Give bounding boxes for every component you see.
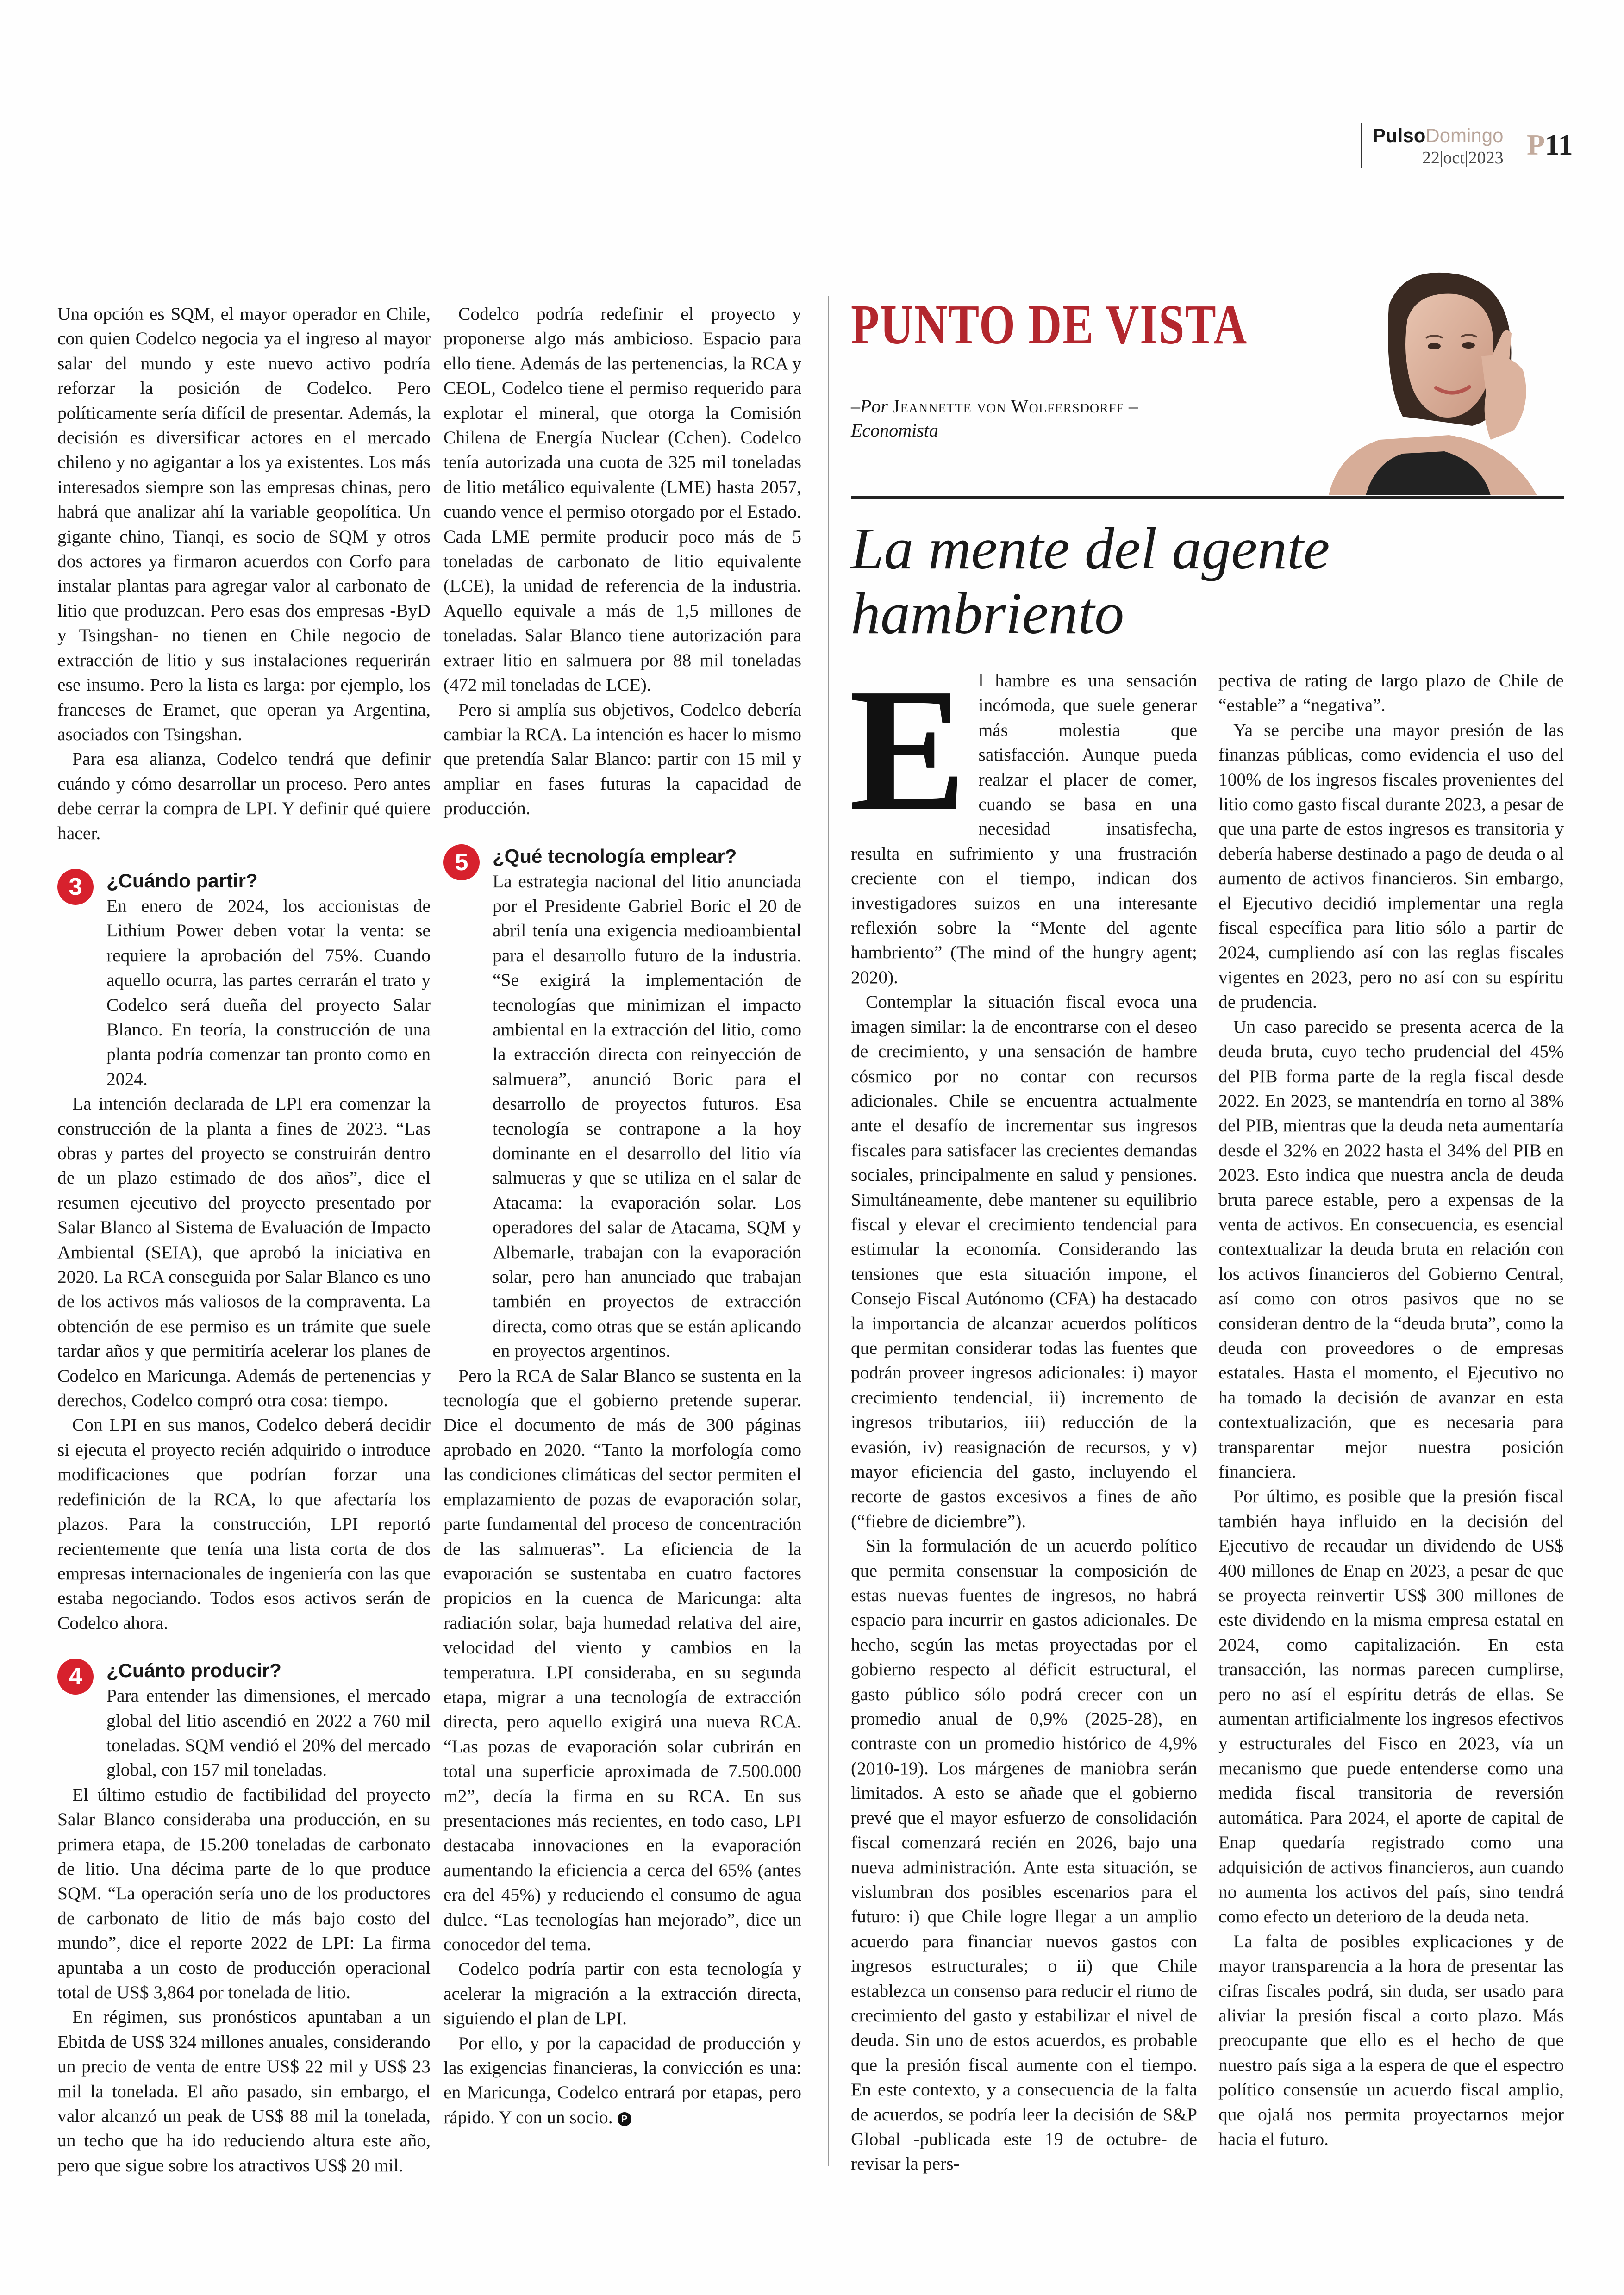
paragraph: Una opción es SQM, el mayor operador en Chile, con quien Codelco negocia ya el ingreso al mayor salar del mundo y este nuevo activo podría reforzar la posición de Codelco. Pero políticamente sería difícil de presentar. Además, la decisión es diversificar actores en el mercado chileno y no agigantar a los ya existentes. Los más interesados siempre son las empresas chinas, pero habrá que analizar ahí la variable geopolítica. Un gigante chino, Tianqi, es socio de SQM y otros dos actores ya firmaron acuerdos con Corfo para instalar plantas para agregar valor al carbonato de litio que produzcan. Pero esas dos empresas -ByD y Tsingshan- no tienen en Chile negocio de extracción de litio y sus instalaciones requerirán ese insumo. Pero la lista es larga: por ejemplo, los franceses de Eramet, que operan ya Argentina, asociados con Tsingshan.	[57, 304, 431, 744]
section-title: ¿Cuánto producir?	[106, 1659, 281, 1682]
paragraph: Pero la RCA de Salar Blanco se sustenta en la tecnología que el gobierno pretende superar. Dice el documento de más de 300 páginas aprobado en 2020. “Tanto la morfología como las condiciones climáticas del sector permiten el emplazamiento de pozas de evaporación solar, parte fundamental del proceso de concentración de las salmueras”. La eficiencia de la evaporación se sustentaba en cuatro factores propicios en la cuenca de Maricunga: alta radiación solar, baja humedad relativa del aire, velocidad del viento y cambios en la temperatura. LPI consideraba, en su segunda etapa, migrar a una tecnología de extracción directa, pero aquello exigirá una nueva RCA. “Las pozas de evaporación solar cubrirán en total una superficie aproximada de 7.500.000 m2”, decía la firma en su RCA. En sus presentaciones más recientes, en todo caso, LPI destacaba innovaciones en la evaporación aumentando la eficiencia a cerca del 65% (antes era del 45%) y reduciendo el consumo de agua dulce. “Las tecnologías han mejorado”, dice un conocedor del tema.	[443, 1365, 801, 1954]
drop-cap: E	[849, 652, 967, 847]
section-number-badge: 4	[57, 1659, 94, 1695]
section-5	[443, 843, 801, 1364]
author-role: Economista	[851, 420, 938, 441]
opinion-column-2	[1218, 668, 1564, 2152]
byline-prefix: –Por	[851, 396, 893, 417]
column-divider	[828, 296, 829, 2166]
brand-sub: Domingo	[1425, 125, 1504, 146]
page-number	[1527, 128, 1573, 162]
closing-paragraph-text: Por ello, y por la capacidad de producción y las exigencias financieras, la convicción es una: en Maricunga, Codelco entrará por etapas, pero rápido. Y con un socio.	[443, 2033, 801, 2127]
section-label: PUNTO DE VISTA	[851, 293, 1248, 356]
article-column-2	[443, 302, 801, 2130]
opinion-column-1	[849, 652, 1197, 2177]
author-photo	[1250, 264, 1565, 495]
section-number-badge: 3	[57, 869, 94, 905]
paragraph: Un caso parecido se presenta acerca de la deuda bruta, cuyo techo prudencial del 45% del PIB forma parte de la regla fiscal desde 2022. En 2023, se mantendría en torno al 38% del PIB, mientras que la deuda neta aumentaría desde el 32% en 2022 hasta el 34% del PIB en 2023. Esto indica que nuestra ancla de deuda bruta parece estable, pero a expensas de la venta de activos. En consecuencia, es esencial contextualizar la deuda bruta en relación con los activos financieros del Gobierno Central, así como con otros pasivos que no se consideran dentro de la “deuda bruta”, como la deuda con proveedores o de empresas estatales. Hasta el momento, el Ejecutivo no ha tomado la decisión de avanzar en esta contextualización, que es necesaria para transparentar mejor nuestra posición financiera.	[1218, 1016, 1564, 1482]
paragraph: Codelco podría partir con esta tecnología y acelerar la migración a la extracción directa, siguiendo el plan de LPI.	[443, 1958, 801, 2029]
end-mark-icon: P	[618, 2112, 631, 2126]
lead-paragraph-text: l hambre es una sensación incómoda, que suele generar más molestia que satisfacción. Aunque pueda realzar el placer de comer, cuando se basa en una necesidad insatisfecha, resulta en sufrimiento y una frustración creciente con el tiempo, indican dos investigadores suizos en una interesante reflexión sobre la “Mente del agente hambriento” (The mind of the hungry agent; 2020).	[851, 670, 1197, 987]
page-prefix: P	[1527, 128, 1545, 161]
byline	[851, 394, 1138, 443]
paragraph: pectiva de rating de largo plazo de Chile de “estable” a “negativa”.	[1218, 670, 1564, 716]
section-title: ¿Qué tecnología emplear?	[493, 845, 737, 867]
paragraph: La falta de posibles explicaciones y de mayor transparencia a la hora de presentar las cifras fiscales podrá, sin duda, ser usado para aliviar la presión fiscal a corto plazo. Más preocupante que ello es el hecho de que nuestro país siga a la espera de que el espectro político consensúe un acuerdo fiscal amplio, que ojalá nos permita proyectarnos mejor hacia el futuro.	[1218, 1931, 1564, 2149]
paragraph: Para esa alianza, Codelco tendrá que definir cuándo y cómo desarrollar un proceso. Pero antes debe cerrar la compra de LPI. Y definir qué quiere hacer.	[57, 748, 431, 843]
opinion-headline: La mente del agente hambriento	[851, 516, 1330, 646]
paragraph: En régimen, sus pronósticos apuntaban a un Ebitda de US$ 324 millones anuales, considerando un precio de venta de entre US$ 22 mil y US$ 23 mil la tonelada. El año pasado, sin embargo, el valor alcanzó un peak de US$ 88 mil la tonelada, un techo que ha ido reduciendo altura este año, pero que sigue sobre los atractivos US$ 20 mil.	[57, 2007, 431, 2176]
section-title: ¿Cuándo partir?	[106, 869, 258, 892]
byline-suffix: –	[1124, 396, 1138, 417]
paragraph: Sin la formulación de un acuerdo político que permita consensuar la composición de estas nuevas fuentes de ingresos, no habrá espacio para incurrir en gastos adicionales. De hecho, según las metas proyectadas por el gobierno respecto al déficit estructural, el gasto público sólo podrá crecer con un promedio anual de 0,9% (2025-28), en contraste con un promedio histórico de 4,9% (2010-19). Los márgenes de maniobra serán limitados. A esto se añade que el gobierno prevé que el mayor esfuerzo de consolidación fiscal comenzará recién en 2026, bajo una nueva administración. Ante esta situación, se vislumbran dos posibles escenarios para el futuro: i) que Chile logre llegar a un amplio acuerdo para financiar nuevos gastos con ingresos estructurales; o ii) que Chile establezca un consenso para reducir el ritmo de crecimiento del gasto y estabilizar el nivel de deuda. Sin uno de estos acuerdos, es probable que la presión fiscal aumente con el tiempo. En este contexto, y a consecuencia de la falta de acuerdos, se podría leer la decisión de S&P Global -publicada este 19 de octubre- de revisar la pers-	[851, 1535, 1197, 2174]
section-4	[57, 1658, 431, 1783]
section-3	[57, 868, 431, 1091]
brand	[1373, 124, 1503, 147]
author-name: Jeannette von Wolfersdorff	[893, 396, 1124, 417]
paragraph: El último estudio de factibilidad del proyecto Salar Blanco consideraba una producción, en su primera etapa, de 15.200 toneladas de carbonato de litio. Una décima parte de lo que produce SQM. “La operación sería uno de los productores de carbonato de litio de más bajo costo del mundo”, dice el reporte 2022 de LPI: La firma apuntaba a un costo de producción operacional total de US$ 3,864 por tonelada de litio.	[57, 1784, 431, 2002]
paragraph: En enero de 2024, los accionistas de Lithium Power deben votar la venta: se requiere la aprobación del 75%. Cuando aquello ocurra, las partes cerrarán el trato y Codelco será dueña del proyecto Salar Blanco. En teoría, la construcción de una planta podría comenzar tan pronto como en 2024.	[106, 895, 431, 1089]
header-divider	[1361, 123, 1362, 168]
issue-date: 22|oct|2023	[1422, 148, 1504, 168]
paragraph: Contemplar la situación fiscal evoca una imagen similar: la de encontrarse con el deseo de crecimiento, y una sensación de hambre cósmico por no contar con recursos adicionales. Chile se encuentra actualmente ante el desafío de incrementar sus ingresos fiscales para satisfacer las crecientes demandas sociales, principalmente en salud y pensiones. Simultáneamente, debe mantener su equilibrio fiscal y elevar el crecimiento tendencial para estimular la economía. Considerando las tensiones que esta situación impone, el Consejo Fiscal Autónomo (CFA) ha destacado la importancia de alcanzar acuerdos políticos que permitan considerar todas las fuentes que podrán proveer ingresos adicionales: i) mayor crecimiento tendencial, ii) incremento de ingresos tributarios, iii) reducción de la evasión, iv) reasignación de recursos, y v) mayor eficiencia del gasto, incluyendo el recorte de gastos excesivos a fines de año (“fiebre de diciembre”).	[851, 992, 1197, 1531]
paragraph: Para entender las dimensiones, el mercado global del litio ascendió en 2022 a 760 mil toneladas. SQM vendió el 20% del mercado global, con 157 mil toneladas.	[106, 1685, 431, 1780]
paragraph: La estrategia nacional del litio anunciada por el Presidente Gabriel Boric el 20 de abril tenía una exigencia medioambiental para el desarrollo futuro de la industria. “Se exigirá la implementación de tecnologías que minimizan el impacto ambiental en la extracción del litio, como la extracción directa con reinyección de salmuera”, anunció Boric para el desarrollo de proyectos futuros. Esa tecnología se contrapone a la hoy dominante en el desarrollo del litio vía salmueras y que se utiliza en el salar de Atacama: la evaporación solar. Los operadores del salar de Atacama, SQM y Albemarle, trabajan con la evaporación solar, pero han anunciado que trabajan también en proyectos de extracción directa, como otras que se están aplicando en proyectos argentinos.	[493, 871, 801, 1361]
paragraph	[849, 652, 1197, 990]
paragraph: Pero si amplía sus objetivos, Codelco debería cambiar la RCA. La intención es hacer lo mismo que pretendía Salar Blanco: partir con 15 mil y ampliar en fases futuras la capacidad de producción.	[443, 699, 801, 819]
section-number-badge: 5	[443, 844, 480, 880]
paragraph: Ya se percibe una mayor presión de las finanzas públicas, como evidencia el uso del 100% de los ingresos fiscales provenientes del litio como gasto fiscal durante 2023, a pesar de que una parte de estos ingresos es transitoria y debería haberse destinado a pago de deuda o al aumento de activos financieros. Sin embargo, el Ejecutivo decidió implementar una regla fiscal específica para litio sólo a partir de 2024, cumpliendo así con las reglas fiscales vigentes en 2023, pero no así con su espíritu de prudencia.	[1218, 719, 1564, 1012]
paragraph	[443, 2031, 801, 2130]
paragraph: Con LPI en sus manos, Codelco deberá decidir si ejecuta el proyecto recién adquirido o introduce modificaciones que podrían forzar una redefinición de la RCA, lo que afectaría los plazos. Para la construcción, LPI reportó recientemente que tenía una lista corta de dos empresas internacionales de ingeniería con las que estaba negociando. Todos esos activos serán de Codelco ahora.	[57, 1415, 431, 1633]
opinion-rule	[851, 496, 1564, 499]
page-number-value: 11	[1545, 128, 1573, 161]
paragraph: Codelco podría redefinir el proyecto y proponerse algo más ambicioso. Espacio para ello tiene. Además de las pertenencias, la RCA y CEOL, Codelco tiene el permiso requerido para explotar el mineral, que otorga la Comisión Chilena de Energía Nuclear (Cchen). Codelco tenía autorizada una cuota de 325 mil toneladas de litio metálico equivalente (LME) hasta 2057, cuando vence el permiso otorgado por el Estado. Cada LME permite producir poco más de 5 toneladas de carbonato de litio equivalente (LCE), la unidad de referencia de la industria. Aquello equivale a más de 1,5 millones de toneladas. Salar Blanco tiene autorización para extraer litio en salmuera por 88 mil toneladas (472 mil toneladas de LCE).	[443, 304, 801, 695]
masthead	[1373, 124, 1503, 168]
article-column-1	[57, 302, 431, 2178]
paragraph: Por último, es posible que la presión fiscal también haya influido en la decisión del Ejecutivo de recaudar un dividendo de US$ 400 millones de Enap en 2023, a pesar de que se proyecta reinvertir US$ 300 millones de este dividendo en la misma empresa estatal en 2024, como capitalización. En esta transacción, las normas parecen cumplirse, pero no así el espíritu detrás de ellas. Se aumentan artificialmente los ingresos efectivos y estructurales del Fisco en 2023, vía un mecanismo que puede entenderse como una medida fiscal transitoria de reversión automática. Para 2024, el aporte de capital de Enap quedaría registrado como una adquisición de activos financieros, aun cuando no aumenta los activos del país, sino tendrá como efecto un deterioro de la deuda neta.	[1218, 1486, 1564, 1927]
paragraph: La intención declarada de LPI era comenzar la construcción de la planta a fines de 2023. “Las obras y partes del proyecto se construirán dentro de un plazo estimado de dos años”, dice el resumen ejecutivo del proyecto presentado por Salar Blanco al Sistema de Evaluación de Impacto Ambiental (SEIA), que aprobó la iniciativa en 2020. La RCA conseguida por Salar Blanco es uno de los activos más valiosos de la compraventa. La obtención de ese permiso es un trámite que suele tardar años y que permitiría acelerar los planes de Codelco en Maricunga. Además de pertenencias y derechos, Codelco compró otra cosa: tiempo.	[57, 1093, 431, 1411]
brand-main: Pulso	[1373, 125, 1426, 146]
